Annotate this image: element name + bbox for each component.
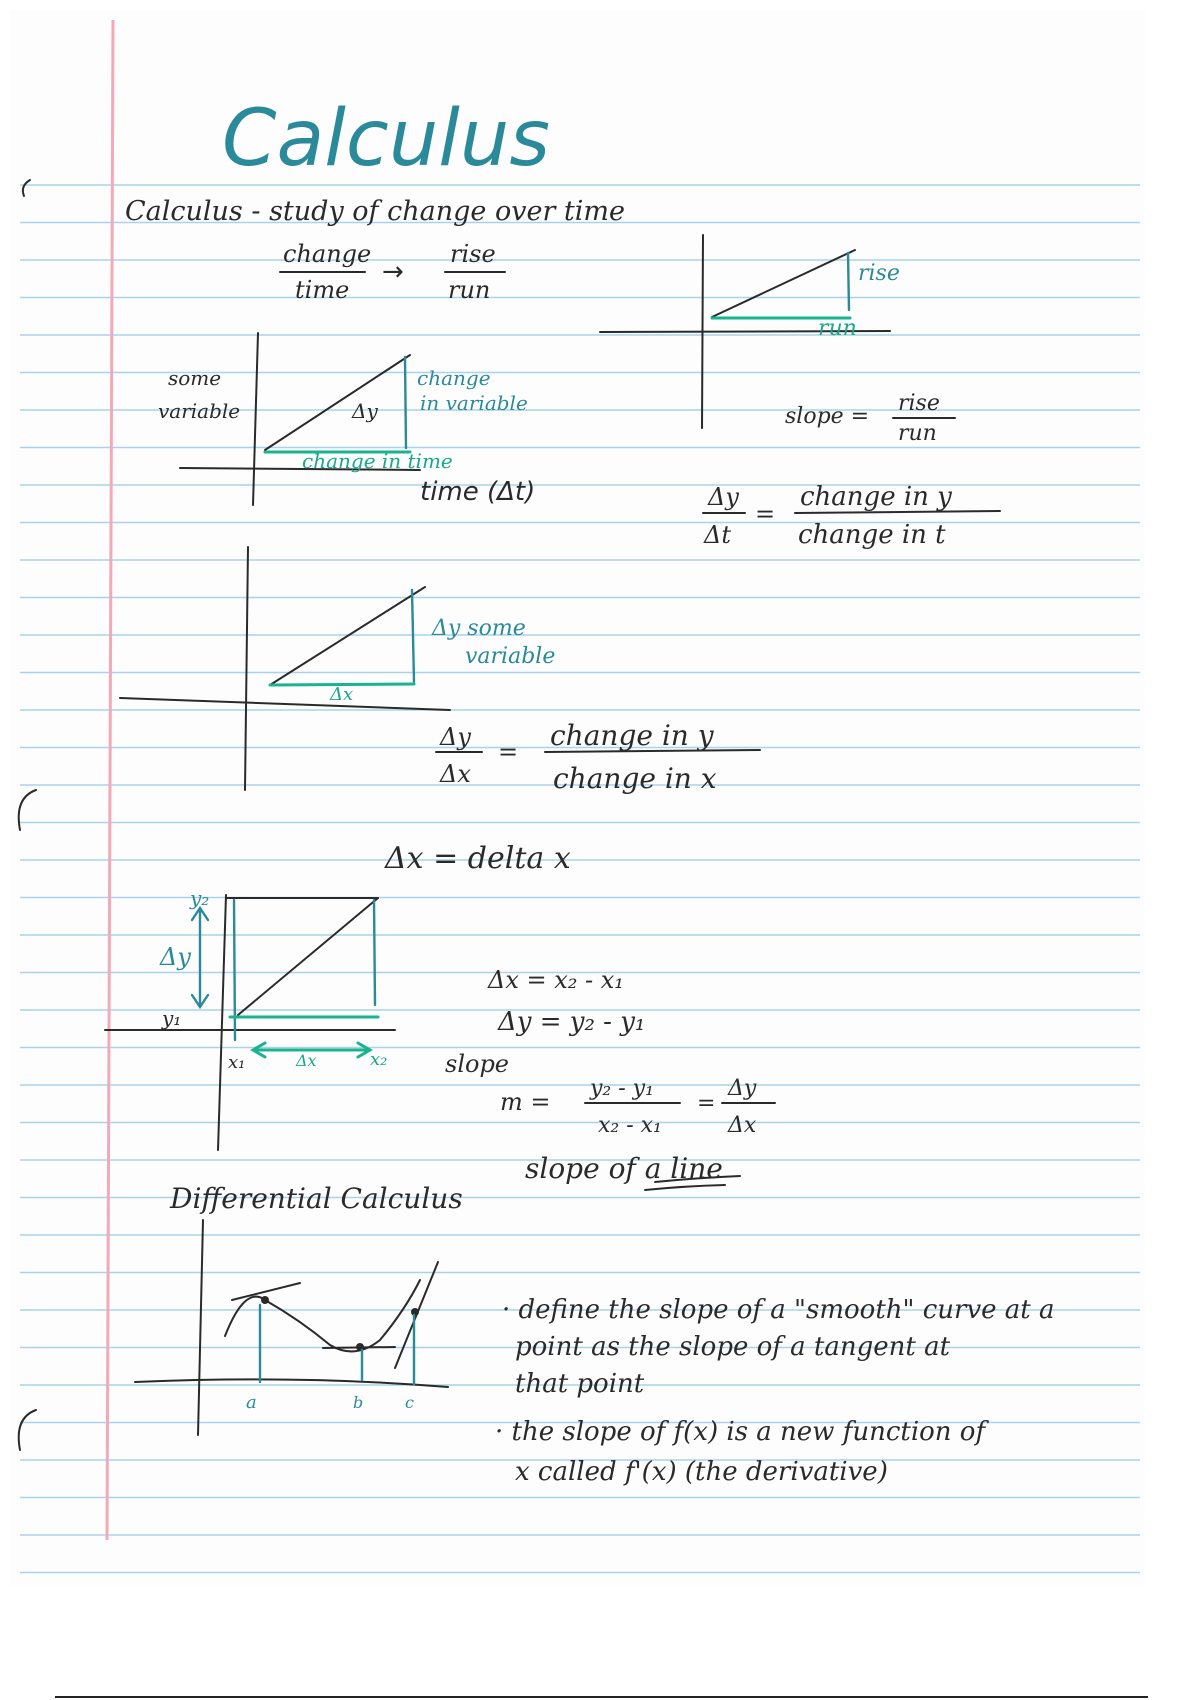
- equation-rhs-denominator: change in t: [798, 520, 946, 550]
- equation-numerator: Δy: [440, 723, 471, 751]
- label-b: b: [353, 1393, 364, 1412]
- y1-label: y₁: [162, 1006, 182, 1030]
- delta-definition: Δx = delta x: [385, 841, 571, 876]
- fraction-rise-denominator: run: [448, 276, 491, 304]
- x1-label: x₁: [228, 1052, 246, 1073]
- rise-segment: [405, 357, 406, 448]
- equation-numerator: Δy: [708, 483, 739, 511]
- yaxis-label-line1: some: [168, 366, 222, 390]
- fraction-change-denominator: time: [295, 276, 350, 304]
- section-heading: Differential Calculus: [170, 1182, 463, 1215]
- delta-y-label-line2: variable: [465, 644, 556, 669]
- bullet-1-line1: · define the slope of a "smooth" curve at a: [502, 1295, 1055, 1325]
- m-numerator-2: Δy: [728, 1076, 757, 1101]
- delta-x-equation: Δx = x₂ - x₁: [488, 966, 624, 994]
- rise-label: rise: [858, 261, 900, 286]
- m-equals: m =: [500, 1088, 551, 1116]
- equation-rhs-numerator: change in y: [800, 482, 952, 512]
- run-label: run: [818, 316, 857, 341]
- x1-guide: [234, 900, 235, 1040]
- rise-segment: [848, 253, 849, 310]
- fraction-rise-numerator: rise: [450, 240, 496, 268]
- change-label-line1: change: [417, 366, 491, 390]
- delta-y-label: Δy: [352, 399, 378, 423]
- calculus-definition: Calculus - study of change over time: [125, 196, 626, 227]
- yaxis-label-line2: variable: [158, 399, 241, 423]
- equals-sign: =: [697, 1091, 716, 1116]
- bullet-2-line1: · the slope of f(x) is a new function of: [495, 1417, 986, 1447]
- change-label-line2: in variable: [420, 391, 528, 415]
- slope-numerator: rise: [898, 391, 940, 416]
- change-in-time-label: change in time: [302, 449, 453, 473]
- slope-label: slope =: [785, 404, 870, 429]
- m-denominator: x₂ - x₁: [598, 1113, 662, 1138]
- equation-denominator: Δt: [704, 521, 731, 549]
- time-axis-label: time (Δt): [420, 477, 536, 507]
- fraction-change-numerator: change: [283, 240, 372, 268]
- label-c: c: [405, 1393, 414, 1412]
- point-a: [261, 1296, 269, 1304]
- bullet-1-line3: that point: [515, 1369, 645, 1399]
- bullet-2-line2: x called f'(x) (the derivative): [515, 1457, 888, 1487]
- page-title: Calculus: [222, 94, 550, 184]
- equals-sign: =: [498, 738, 519, 766]
- x2-label: x₂: [370, 1049, 388, 1070]
- slope-denominator: run: [898, 421, 937, 446]
- bullet-1-line2: point as the slope of a tangent at: [515, 1332, 951, 1362]
- label-a: a: [246, 1392, 257, 1413]
- slope-word: slope: [445, 1050, 510, 1078]
- y2-label: y₂: [190, 886, 210, 910]
- arrow-symbol: →: [382, 257, 404, 287]
- delta-y-label-line1: Δy some: [432, 616, 526, 641]
- equals-sign: =: [755, 500, 776, 528]
- delta-x-label: Δx: [330, 684, 354, 705]
- m-numerator: y₂ - y₁: [590, 1076, 654, 1101]
- equation-denominator: Δx: [440, 760, 471, 788]
- m-denominator-2: Δx: [728, 1113, 757, 1138]
- equation-rhs-numerator: change in y: [550, 719, 714, 752]
- delta-y-label: Δy: [160, 943, 191, 971]
- x2-guide: [374, 900, 375, 1005]
- delta-x-label: Δx: [296, 1051, 317, 1070]
- delta-y-equation: Δy = y₂ - y₁: [498, 1007, 646, 1037]
- slope-of-a-line-caption: slope of a line: [525, 1152, 723, 1185]
- equation-rhs-denominator: change in x: [553, 762, 717, 795]
